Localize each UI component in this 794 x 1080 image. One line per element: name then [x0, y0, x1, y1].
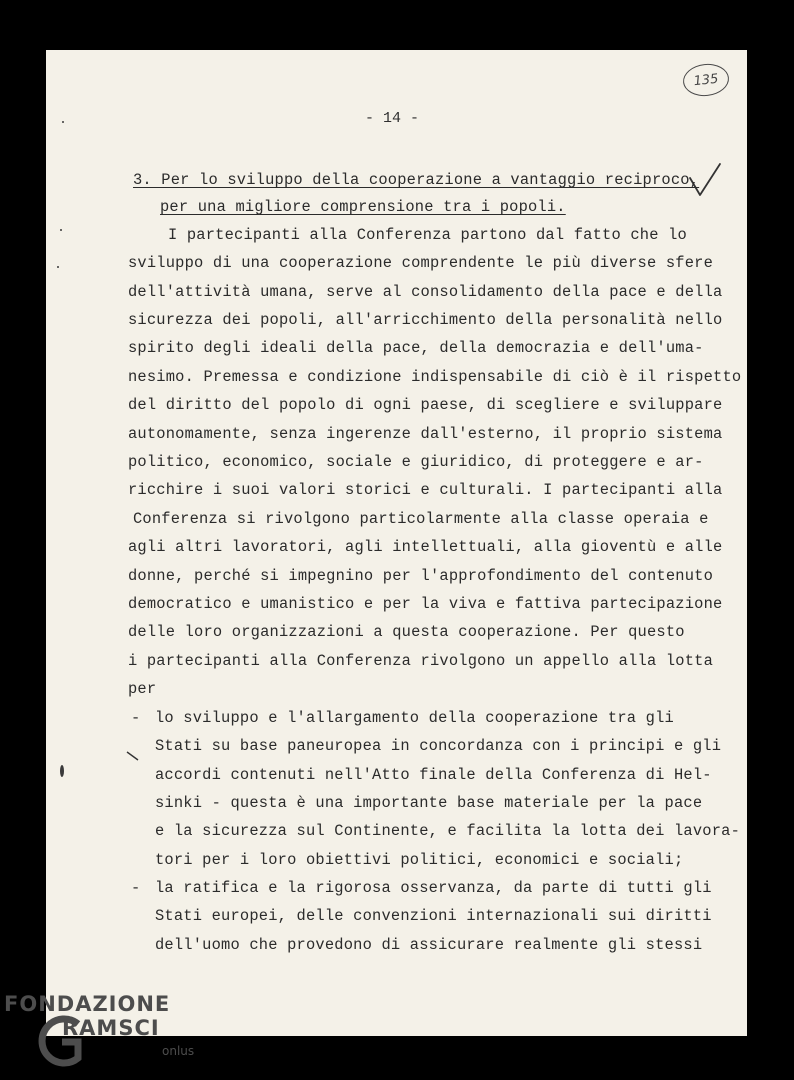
margin-mark — [62, 121, 64, 123]
body-line: I partecipanti alla Conferenza partono dal fatto che lo — [168, 226, 687, 244]
foundation-watermark — [4, 992, 204, 1072]
pencil-mark-icon — [126, 750, 140, 762]
bullet-line: Stati su base paneuropea in concordanza con i principi e gli — [155, 737, 722, 755]
bullet-line: la ratifica e la rigorosa osservanza, da parte di tutti gli — [155, 879, 712, 897]
body-line: politico, economico, sociale e giuridico, di proteggere e ar- — [128, 453, 704, 471]
bullet-dash: - — [131, 709, 141, 727]
bullet-line: accordi contenuti nell'Atto finale della Conferenza di Hel- — [155, 766, 712, 784]
watermark-line-2: RAMSCI — [62, 1016, 160, 1040]
body-line: per — [128, 680, 157, 698]
body-line: donne, perché si impegnino per l'approfondimento del contenuto — [128, 567, 714, 585]
body-line: i partecipanti alla Conferenza rivolgono un appello alla lotta — [128, 652, 714, 670]
body-line: Conferenza si rivolgono particolarmente alla classe operaia e — [133, 510, 709, 528]
body-line: spirito degli ideali della pace, della democrazia e dell'uma- — [128, 339, 704, 357]
bullet-line: e la sicurezza sul Continente, e facilita la lotta dei lavora- — [155, 822, 741, 840]
body-line: autonomamente, senza ingerenze dall'esterno, il proprio sistema — [128, 425, 723, 443]
archive-stamp: 135 — [681, 62, 730, 99]
section-heading-line-2: per una migliore comprensione tra i popoli. — [160, 198, 566, 216]
bullet-line: tori per i loro obiettivi politici, economici e sociali; — [155, 851, 684, 869]
body-line: democratico e umanistico e per la viva e fattiva partecipazione — [128, 595, 723, 613]
margin-mark — [60, 765, 64, 777]
bullet-line: lo sviluppo e l'allargamento della cooperazione tra gli — [155, 709, 674, 727]
page-number: - 14 - — [365, 110, 420, 127]
bullet-line: dell'uomo che provedono di assicurare realmente gli stessi — [155, 936, 703, 954]
body-line: agli altri lavoratori, agli intellettuali, alla gioventù e alle — [128, 538, 723, 556]
watermark-line-3: onlus — [162, 1044, 195, 1058]
bullet-line: Stati europei, delle convenzioni internazionali sui diritti — [155, 907, 712, 925]
body-line: dell'attività umana, serve al consolidamento della pace e della — [128, 283, 723, 301]
watermark-line-1: FONDAZIONE — [4, 992, 171, 1016]
bullet-dash: - — [131, 879, 141, 897]
bullet-line: sinki - questa è una importante base materiale per la pace — [155, 794, 703, 812]
section-heading-line-1: 3. Per lo sviluppo della cooperazione a vantaggio reciproco, — [133, 171, 700, 189]
body-line: nesimo. Premessa e condizione indispensabile di ciò è il rispetto — [128, 368, 742, 386]
body-line: ricchire i suoi valori storici e culturali. I partecipanti alla — [128, 481, 723, 499]
margin-mark — [60, 229, 62, 231]
body-line: sicurezza dei popoli, all'arricchimento della personalità nello — [128, 311, 723, 329]
body-line: delle loro organizzazioni a questa cooperazione. Per questo — [128, 623, 685, 641]
body-line: sviluppo di una cooperazione comprendente le più diverse sfere — [128, 254, 714, 272]
margin-mark — [57, 266, 59, 268]
body-line: del diritto del popolo di ogni paese, di scegliere e sviluppare — [128, 396, 723, 414]
